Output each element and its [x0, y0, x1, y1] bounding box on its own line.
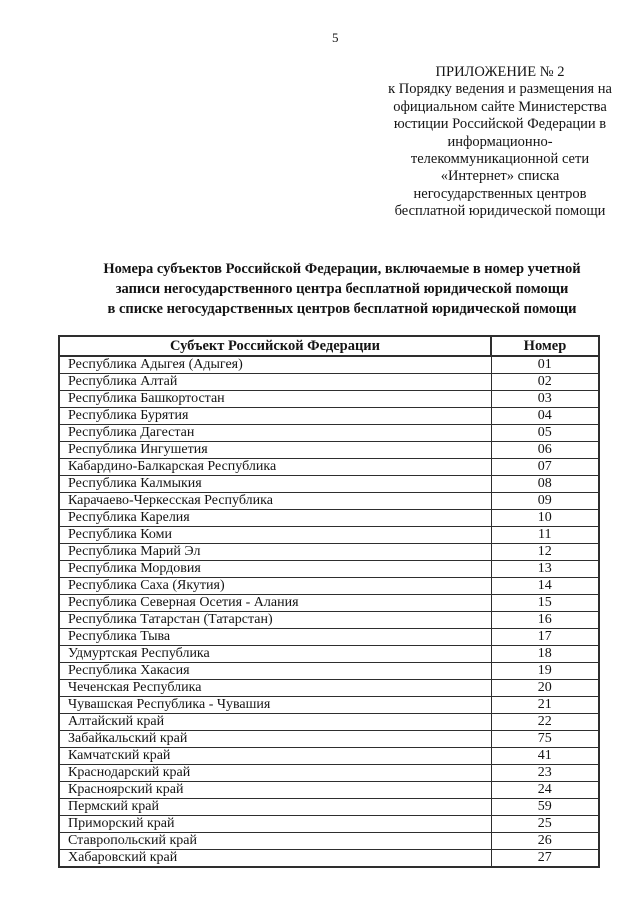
subject-cell: Республика Саха (Якутия) — [59, 578, 491, 595]
subject-cell: Республика Марий Эл — [59, 544, 491, 561]
column-header-number: Номер — [491, 336, 599, 356]
subject-cell: Пермский край — [59, 799, 491, 816]
number-cell: 26 — [491, 833, 599, 850]
number-cell: 18 — [491, 646, 599, 663]
subject-cell: Удмуртская Республика — [59, 646, 491, 663]
number-cell: 24 — [491, 782, 599, 799]
page-number: 5 — [332, 30, 339, 45]
number-cell: 01 — [491, 356, 599, 374]
table-row — [59, 356, 599, 374]
number-cell: 04 — [491, 408, 599, 425]
table-row — [59, 425, 599, 442]
title-line: Номера субъектов Российской Федерации, включаемые в номер учетной — [103, 261, 581, 277]
number-cell: 17 — [491, 629, 599, 646]
subject-cell: Карачаево-Черкесская Республика — [59, 493, 491, 510]
table-row — [59, 816, 599, 833]
table-row — [59, 765, 599, 782]
table-body — [59, 356, 599, 867]
subject-cell: Республика Алтай — [59, 374, 491, 391]
table-row — [59, 799, 599, 816]
table-row — [59, 527, 599, 544]
table-row — [59, 595, 599, 612]
subject-cell: Республика Калмыкия — [59, 476, 491, 493]
table-row — [59, 544, 599, 561]
subject-cell: Забайкальский край — [59, 731, 491, 748]
appendix-line: информационно- — [447, 133, 553, 150]
table-row — [59, 714, 599, 731]
number-cell: 15 — [491, 595, 599, 612]
number-cell: 23 — [491, 765, 599, 782]
appendix-line: ПРИЛОЖЕНИЕ № 2 — [435, 64, 565, 80]
table-row — [59, 833, 599, 850]
table-row — [59, 629, 599, 646]
table-row — [59, 578, 599, 595]
table-row — [59, 510, 599, 527]
number-cell: 21 — [491, 697, 599, 714]
number-cell: 75 — [491, 731, 599, 748]
number-cell: 06 — [491, 442, 599, 459]
appendix-line: «Интернет» списка — [440, 168, 560, 185]
number-cell: 22 — [491, 714, 599, 731]
number-cell: 25 — [491, 816, 599, 833]
appendix-line: официальном сайте Министерства — [393, 98, 607, 115]
table-row — [59, 731, 599, 748]
subject-cell: Республика Тыва — [59, 629, 491, 646]
subject-cell: Кабардино-Балкарская Республика — [59, 459, 491, 476]
table-row — [59, 748, 599, 765]
number-cell: 09 — [491, 493, 599, 510]
subject-cell: Республика Северная Осетия - Алания — [59, 595, 491, 612]
number-cell: 05 — [491, 425, 599, 442]
subject-cell: Республика Коми — [59, 527, 491, 544]
number-cell: 14 — [491, 578, 599, 595]
subject-cell: Республика Дагестан — [59, 425, 491, 442]
subject-cell: Алтайский край — [59, 714, 491, 731]
subjects-table — [58, 335, 600, 868]
title-line: записи негосударственного центра бесплатной юридической помощи — [115, 281, 569, 297]
subject-cell: Камчатский край — [59, 748, 491, 765]
number-cell: 11 — [491, 527, 599, 544]
number-cell: 20 — [491, 680, 599, 697]
appendix-line: бесплатной юридической помощи — [394, 203, 606, 220]
subject-cell: Республика Татарстан (Татарстан) — [59, 612, 491, 629]
table-row — [59, 476, 599, 493]
table-row — [59, 374, 599, 391]
table-row — [59, 646, 599, 663]
table-row — [59, 680, 599, 697]
appendix-line: негосударственных центров — [413, 185, 587, 202]
number-cell: 07 — [491, 459, 599, 476]
table-row — [59, 697, 599, 714]
number-cell: 41 — [491, 748, 599, 765]
title-line: в списке негосударственных центров бесплатной юридической помощи — [107, 301, 577, 317]
subject-cell: Республика Карелия — [59, 510, 491, 527]
subject-cell: Красноярский край — [59, 782, 491, 799]
page-title — [58, 259, 626, 319]
subject-cell: Республика Адыгея (Адыгея) — [59, 356, 491, 374]
appendix-line: юстиции Российской Федерации в — [393, 116, 607, 133]
table-row — [59, 782, 599, 799]
table-row — [59, 442, 599, 459]
column-header-subject: Субъект Российской Федерации — [59, 336, 491, 356]
number-cell: 27 — [491, 850, 599, 868]
number-cell: 12 — [491, 544, 599, 561]
subject-cell: Республика Хакасия — [59, 663, 491, 680]
appendix-line: телекоммуникационной сети — [410, 151, 590, 168]
number-cell: 16 — [491, 612, 599, 629]
subject-cell: Чеченская Республика — [59, 680, 491, 697]
subject-cell: Чувашская Республика - Чувашия — [59, 697, 491, 714]
subject-cell: Республика Ингушетия — [59, 442, 491, 459]
table-row — [59, 408, 599, 425]
appendix-line: к Порядку ведения и размещения на — [388, 81, 612, 98]
subject-cell: Хабаровский край — [59, 850, 491, 868]
appendix-header — [345, 64, 640, 221]
table-row — [59, 561, 599, 578]
table-row — [59, 493, 599, 510]
number-cell: 03 — [491, 391, 599, 408]
number-cell: 59 — [491, 799, 599, 816]
subject-cell: Краснодарский край — [59, 765, 491, 782]
number-cell: 10 — [491, 510, 599, 527]
subject-cell: Республика Башкортостан — [59, 391, 491, 408]
table-row — [59, 391, 599, 408]
table-row — [59, 663, 599, 680]
number-cell: 08 — [491, 476, 599, 493]
subject-cell: Республика Бурятия — [59, 408, 491, 425]
subject-cell: Республика Мордовия — [59, 561, 491, 578]
number-cell: 19 — [491, 663, 599, 680]
subject-cell: Ставропольский край — [59, 833, 491, 850]
table-header-row — [59, 336, 599, 356]
number-cell: 13 — [491, 561, 599, 578]
table-row — [59, 850, 599, 868]
table-row — [59, 459, 599, 476]
subject-cell: Приморский край — [59, 816, 491, 833]
number-cell: 02 — [491, 374, 599, 391]
table-row — [59, 612, 599, 629]
